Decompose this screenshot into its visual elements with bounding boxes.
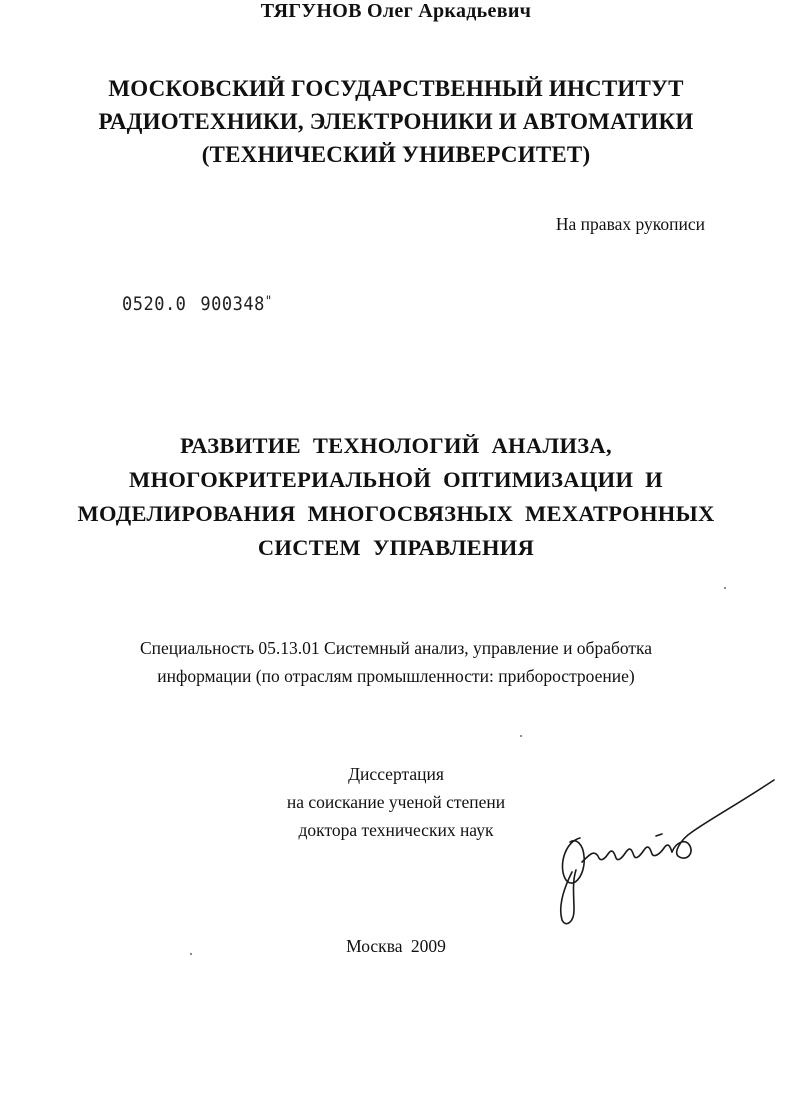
institute-line-2: РАДИОТЕХНИКИ, ЭЛЕКТРОНИКИ И АВТОМАТИКИ [98,109,694,134]
institute-line-3: (ТЕХНИЧЕСКИЙ УНИВЕРСИТЕТ) [201,142,591,167]
specialty-description [0,634,792,690]
scan-speck [190,953,192,955]
title-line-3: МОДЕЛИРОВАНИЯ МНОГОСВЯЗНЫХ МЕХАТРОННЫХ [77,501,715,526]
stamp-mark: " [264,293,273,309]
institute-line-1: МОСКОВСКИЙ ГОСУДАРСТВЕННЫЙ ИНСТИТУТ [108,76,684,101]
title-line-2: МНОГОКРИТЕРИАЛЬНОЙ ОПТИМИЗАЦИИ И [129,467,663,492]
stamp-code-part-1: 0520.0 [122,293,187,316]
handwritten-signature [552,776,782,936]
stamp-code-part-2: 900348 [200,293,265,316]
degree-line-3: доктора технических наук [298,820,494,840]
author-name: ТЯГУНОВ Олег Аркадьевич [260,0,532,22]
specialty-line-2: информации (по отраслям промышленности: приборостроение) [157,666,635,686]
degree-line-2: на соискание ученой степени [286,792,506,812]
title-line-1: РАЗВИТИЕ ТЕХНОЛОГИЙ АНАЛИЗА, [180,433,612,458]
city-and-year: Москва 2009 [346,936,446,956]
degree-line-1: Диссертация [348,764,444,784]
specialty-line-1: Специальность 05.13.01 Системный анализ, управление и обработка [139,638,653,658]
scan-speck [724,587,726,589]
manuscript-rights-note: На правах рукописи [555,214,705,234]
title-line-4: СИСТЕМ УПРАВЛЕНИЯ [257,535,535,560]
institute-header [0,72,792,171]
dissertation-title [0,429,792,565]
scan-speck [520,735,522,737]
registration-stamp [122,293,273,315]
